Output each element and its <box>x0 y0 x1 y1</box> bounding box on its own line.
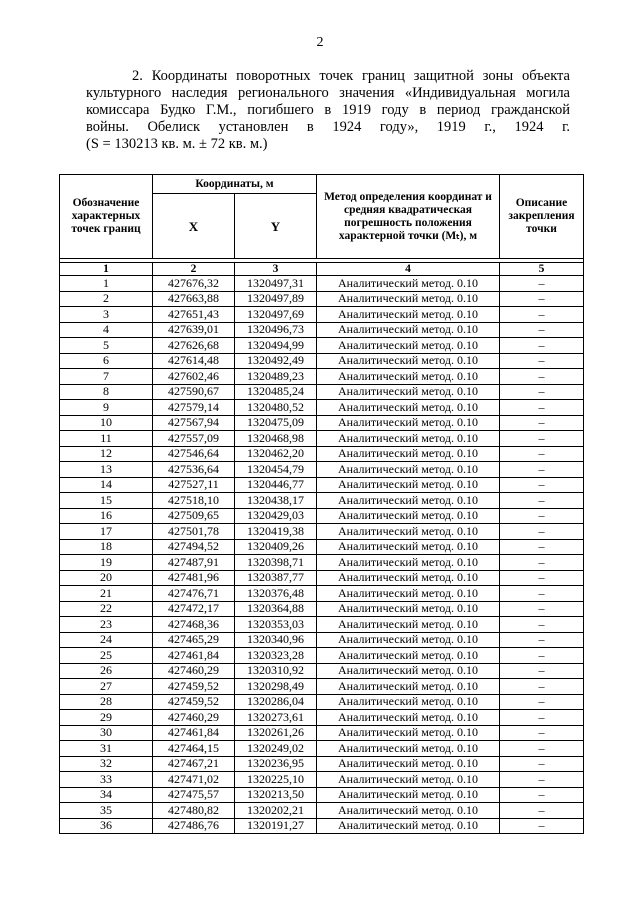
table-row <box>60 617 584 633</box>
intro-line: (S = 130213 кв. м. ± 72 кв. м.) <box>86 136 268 152</box>
table-row <box>60 648 584 664</box>
cell-method: Аналитический метод. 0.10 <box>317 415 500 431</box>
cell-point-number: 33 <box>60 772 153 788</box>
cell-y: 1320419,38 <box>235 524 317 540</box>
cell-x: 427481,96 <box>153 570 235 586</box>
cell-description: – <box>500 446 584 462</box>
cell-point-number: 28 <box>60 694 153 710</box>
cell-method: Аналитический метод. 0.10 <box>317 648 500 664</box>
cell-method: Аналитический метод. 0.10 <box>317 632 500 648</box>
cell-x: 427676,32 <box>153 276 235 292</box>
cell-method: Аналитический метод. 0.10 <box>317 694 500 710</box>
cell-point-number: 13 <box>60 462 153 478</box>
cell-x: 427486,76 <box>153 818 235 834</box>
table-row <box>60 369 584 385</box>
table-row <box>60 694 584 710</box>
cell-x: 427527,11 <box>153 477 235 493</box>
table-row <box>60 803 584 819</box>
table-body <box>60 276 584 834</box>
coordinates-table <box>59 174 584 834</box>
cell-point-number: 18 <box>60 539 153 555</box>
table-row <box>60 570 584 586</box>
cell-point-number: 32 <box>60 756 153 772</box>
cell-description: – <box>500 648 584 664</box>
cell-description: – <box>500 307 584 323</box>
header-x: X <box>153 194 235 259</box>
header-point-designation: Обозначение характерных точек границ <box>60 175 153 259</box>
cell-method: Аналитический метод. 0.10 <box>317 772 500 788</box>
table-row <box>60 725 584 741</box>
cell-point-number: 35 <box>60 803 153 819</box>
cell-y: 1320475,09 <box>235 415 317 431</box>
cell-point-number: 12 <box>60 446 153 462</box>
cell-y: 1320236,95 <box>235 756 317 772</box>
table-row <box>60 818 584 834</box>
column-number: 2 <box>153 263 235 276</box>
cell-x: 427614,48 <box>153 353 235 369</box>
cell-x: 427464,15 <box>153 741 235 757</box>
cell-x: 427602,46 <box>153 369 235 385</box>
table-row <box>60 539 584 555</box>
cell-method: Аналитический метод. 0.10 <box>317 586 500 602</box>
cell-description: – <box>500 787 584 803</box>
cell-description: – <box>500 710 584 726</box>
table-row <box>60 415 584 431</box>
cell-point-number: 24 <box>60 632 153 648</box>
cell-point-number: 17 <box>60 524 153 540</box>
cell-point-number: 22 <box>60 601 153 617</box>
cell-description: – <box>500 338 584 354</box>
cell-description: – <box>500 539 584 555</box>
cell-point-number: 36 <box>60 818 153 834</box>
table-row <box>60 772 584 788</box>
cell-y: 1320398,71 <box>235 555 317 571</box>
table-row <box>60 322 584 338</box>
cell-x: 427476,71 <box>153 586 235 602</box>
table-row <box>60 679 584 695</box>
table-row <box>60 756 584 772</box>
column-number: 3 <box>235 263 317 276</box>
cell-y: 1320494,99 <box>235 338 317 354</box>
cell-description: – <box>500 679 584 695</box>
cell-method: Аналитический метод. 0.10 <box>317 617 500 633</box>
cell-x: 427651,43 <box>153 307 235 323</box>
table-row <box>60 276 584 292</box>
cell-x: 427501,78 <box>153 524 235 540</box>
cell-description: – <box>500 431 584 447</box>
cell-point-number: 4 <box>60 322 153 338</box>
cell-x: 427467,21 <box>153 756 235 772</box>
cell-y: 1320261,26 <box>235 725 317 741</box>
cell-y: 1320273,61 <box>235 710 317 726</box>
cell-y: 1320353,03 <box>235 617 317 633</box>
cell-method: Аналитический метод. 0.10 <box>317 524 500 540</box>
cell-point-number: 9 <box>60 400 153 416</box>
cell-y: 1320446,77 <box>235 477 317 493</box>
table-row <box>60 400 584 416</box>
cell-x: 427590,67 <box>153 384 235 400</box>
table-row <box>60 307 584 323</box>
cell-y: 1320492,49 <box>235 353 317 369</box>
cell-point-number: 20 <box>60 570 153 586</box>
cell-description: – <box>500 415 584 431</box>
table-row <box>60 524 584 540</box>
cell-x: 427461,84 <box>153 648 235 664</box>
cell-x: 427509,65 <box>153 508 235 524</box>
table-row <box>60 462 584 478</box>
table-row <box>60 601 584 617</box>
cell-method: Аналитический метод. 0.10 <box>317 818 500 834</box>
cell-description: – <box>500 555 584 571</box>
intro-line: культурного наследия регионального значения «Индивидуальная могила <box>86 85 570 101</box>
cell-y: 1320225,10 <box>235 772 317 788</box>
cell-point-number: 5 <box>60 338 153 354</box>
cell-x: 427475,57 <box>153 787 235 803</box>
cell-method: Аналитический метод. 0.10 <box>317 679 500 695</box>
table-row <box>60 431 584 447</box>
cell-description: – <box>500 493 584 509</box>
cell-point-number: 31 <box>60 741 153 757</box>
table-row <box>60 291 584 307</box>
cell-y: 1320462,20 <box>235 446 317 462</box>
table-row <box>60 508 584 524</box>
table-row <box>60 555 584 571</box>
cell-point-number: 34 <box>60 787 153 803</box>
cell-method: Аналитический метод. 0.10 <box>317 338 500 354</box>
cell-method: Аналитический метод. 0.10 <box>317 493 500 509</box>
cell-point-number: 8 <box>60 384 153 400</box>
cell-method: Аналитический метод. 0.10 <box>317 462 500 478</box>
cell-description: – <box>500 601 584 617</box>
cell-method: Аналитический метод. 0.10 <box>317 787 500 803</box>
cell-y: 1320454,79 <box>235 462 317 478</box>
column-number: 5 <box>500 263 584 276</box>
cell-x: 427639,01 <box>153 322 235 338</box>
cell-method: Аналитический метод. 0.10 <box>317 663 500 679</box>
cell-y: 1320468,98 <box>235 431 317 447</box>
cell-description: – <box>500 570 584 586</box>
cell-point-number: 26 <box>60 663 153 679</box>
page-number: 2 <box>316 35 324 50</box>
header-method: Метод определения координат и средняя квадратическая погрешность положения характерной точки (Mₜ), м <box>317 175 500 259</box>
cell-point-number: 21 <box>60 586 153 602</box>
cell-description: – <box>500 369 584 385</box>
cell-y: 1320409,26 <box>235 539 317 555</box>
cell-y: 1320286,04 <box>235 694 317 710</box>
table-row <box>60 446 584 462</box>
cell-x: 427471,02 <box>153 772 235 788</box>
cell-point-number: 1 <box>60 276 153 292</box>
header-description: Описание закрепления точки <box>500 175 584 259</box>
cell-method: Аналитический метод. 0.10 <box>317 477 500 493</box>
cell-x: 427579,14 <box>153 400 235 416</box>
cell-description: – <box>500 741 584 757</box>
cell-y: 1320202,21 <box>235 803 317 819</box>
cell-description: – <box>500 803 584 819</box>
table-row <box>60 741 584 757</box>
cell-description: – <box>500 524 584 540</box>
table-row <box>60 477 584 493</box>
cell-x: 427459,52 <box>153 679 235 695</box>
cell-point-number: 16 <box>60 508 153 524</box>
cell-y: 1320387,77 <box>235 570 317 586</box>
cell-description: – <box>500 508 584 524</box>
table-row <box>60 353 584 369</box>
cell-point-number: 29 <box>60 710 153 726</box>
cell-y: 1320480,52 <box>235 400 317 416</box>
cell-description: – <box>500 725 584 741</box>
cell-point-number: 10 <box>60 415 153 431</box>
cell-method: Аналитический метод. 0.10 <box>317 555 500 571</box>
column-number: 4 <box>317 263 500 276</box>
cell-y: 1320298,49 <box>235 679 317 695</box>
cell-method: Аналитический метод. 0.10 <box>317 446 500 462</box>
cell-method: Аналитический метод. 0.10 <box>317 353 500 369</box>
cell-point-number: 11 <box>60 431 153 447</box>
cell-y: 1320310,92 <box>235 663 317 679</box>
cell-method: Аналитический метод. 0.10 <box>317 384 500 400</box>
cell-x: 427536,64 <box>153 462 235 478</box>
cell-description: – <box>500 291 584 307</box>
cell-x: 427465,29 <box>153 632 235 648</box>
cell-method: Аналитический метод. 0.10 <box>317 307 500 323</box>
cell-point-number: 30 <box>60 725 153 741</box>
cell-point-number: 3 <box>60 307 153 323</box>
cell-method: Аналитический метод. 0.10 <box>317 803 500 819</box>
cell-x: 427461,84 <box>153 725 235 741</box>
table-row <box>60 586 584 602</box>
cell-method: Аналитический метод. 0.10 <box>317 570 500 586</box>
header-y: Y <box>235 194 317 259</box>
cell-y: 1320497,31 <box>235 276 317 292</box>
column-number: 1 <box>60 263 153 276</box>
cell-description: – <box>500 477 584 493</box>
header-coordinates: Координаты, м <box>153 175 317 194</box>
cell-description: – <box>500 632 584 648</box>
cell-method: Аналитический метод. 0.10 <box>317 756 500 772</box>
cell-description: – <box>500 322 584 338</box>
cell-point-number: 15 <box>60 493 153 509</box>
cell-point-number: 25 <box>60 648 153 664</box>
table-row <box>60 632 584 648</box>
cell-y: 1320191,27 <box>235 818 317 834</box>
intro-line: войны. Обелиск установлен в 1924 году», 1919 г., 1924 г. <box>86 119 570 135</box>
cell-y: 1320249,02 <box>235 741 317 757</box>
cell-x: 427546,64 <box>153 446 235 462</box>
table-row <box>60 338 584 354</box>
cell-method: Аналитический метод. 0.10 <box>317 710 500 726</box>
table-row <box>60 663 584 679</box>
cell-method: Аналитический метод. 0.10 <box>317 725 500 741</box>
cell-method: Аналитический метод. 0.10 <box>317 741 500 757</box>
cell-description: – <box>500 617 584 633</box>
cell-y: 1320497,89 <box>235 291 317 307</box>
cell-description: – <box>500 756 584 772</box>
cell-method: Аналитический метод. 0.10 <box>317 508 500 524</box>
cell-y: 1320497,69 <box>235 307 317 323</box>
cell-x: 427518,10 <box>153 493 235 509</box>
cell-y: 1320496,73 <box>235 322 317 338</box>
cell-description: – <box>500 353 584 369</box>
cell-method: Аналитический метод. 0.10 <box>317 291 500 307</box>
intro-line: комиссара Будко Г.М., погибшего в 1919 году в период гражданской <box>86 102 570 118</box>
cell-x: 427468,36 <box>153 617 235 633</box>
cell-x: 427663,88 <box>153 291 235 307</box>
cell-point-number: 7 <box>60 369 153 385</box>
cell-y: 1320213,50 <box>235 787 317 803</box>
cell-x: 427472,17 <box>153 601 235 617</box>
cell-method: Аналитический метод. 0.10 <box>317 400 500 416</box>
cell-description: – <box>500 694 584 710</box>
cell-description: – <box>500 276 584 292</box>
intro-line: 2. Координаты поворотных точек границ защитной зоны объекта <box>132 68 570 84</box>
cell-method: Аналитический метод. 0.10 <box>317 431 500 447</box>
cell-y: 1320438,17 <box>235 493 317 509</box>
cell-y: 1320376,48 <box>235 586 317 602</box>
cell-x: 427460,29 <box>153 663 235 679</box>
cell-y: 1320429,03 <box>235 508 317 524</box>
cell-method: Аналитический метод. 0.10 <box>317 322 500 338</box>
cell-method: Аналитический метод. 0.10 <box>317 539 500 555</box>
cell-y: 1320340,96 <box>235 632 317 648</box>
cell-x: 427494,52 <box>153 539 235 555</box>
cell-y: 1320364,88 <box>235 601 317 617</box>
cell-x: 427567,94 <box>153 415 235 431</box>
table-row <box>60 384 584 400</box>
table-row <box>60 493 584 509</box>
cell-x: 427557,09 <box>153 431 235 447</box>
cell-x: 427480,82 <box>153 803 235 819</box>
cell-description: – <box>500 818 584 834</box>
cell-point-number: 19 <box>60 555 153 571</box>
cell-description: – <box>500 400 584 416</box>
cell-y: 1320489,23 <box>235 369 317 385</box>
cell-method: Аналитический метод. 0.10 <box>317 601 500 617</box>
cell-point-number: 27 <box>60 679 153 695</box>
cell-method: Аналитический метод. 0.10 <box>317 276 500 292</box>
cell-description: – <box>500 663 584 679</box>
cell-x: 427459,52 <box>153 694 235 710</box>
section-intro <box>86 68 570 153</box>
cell-x: 427460,29 <box>153 710 235 726</box>
cell-point-number: 14 <box>60 477 153 493</box>
cell-point-number: 2 <box>60 291 153 307</box>
cell-y: 1320323,28 <box>235 648 317 664</box>
cell-method: Аналитический метод. 0.10 <box>317 369 500 385</box>
cell-y: 1320485,24 <box>235 384 317 400</box>
cell-description: – <box>500 772 584 788</box>
cell-x: 427487,91 <box>153 555 235 571</box>
cell-description: – <box>500 586 584 602</box>
table-row <box>60 787 584 803</box>
table-row <box>60 710 584 726</box>
cell-x: 427626,68 <box>153 338 235 354</box>
cell-point-number: 6 <box>60 353 153 369</box>
cell-description: – <box>500 384 584 400</box>
cell-point-number: 23 <box>60 617 153 633</box>
cell-description: – <box>500 462 584 478</box>
